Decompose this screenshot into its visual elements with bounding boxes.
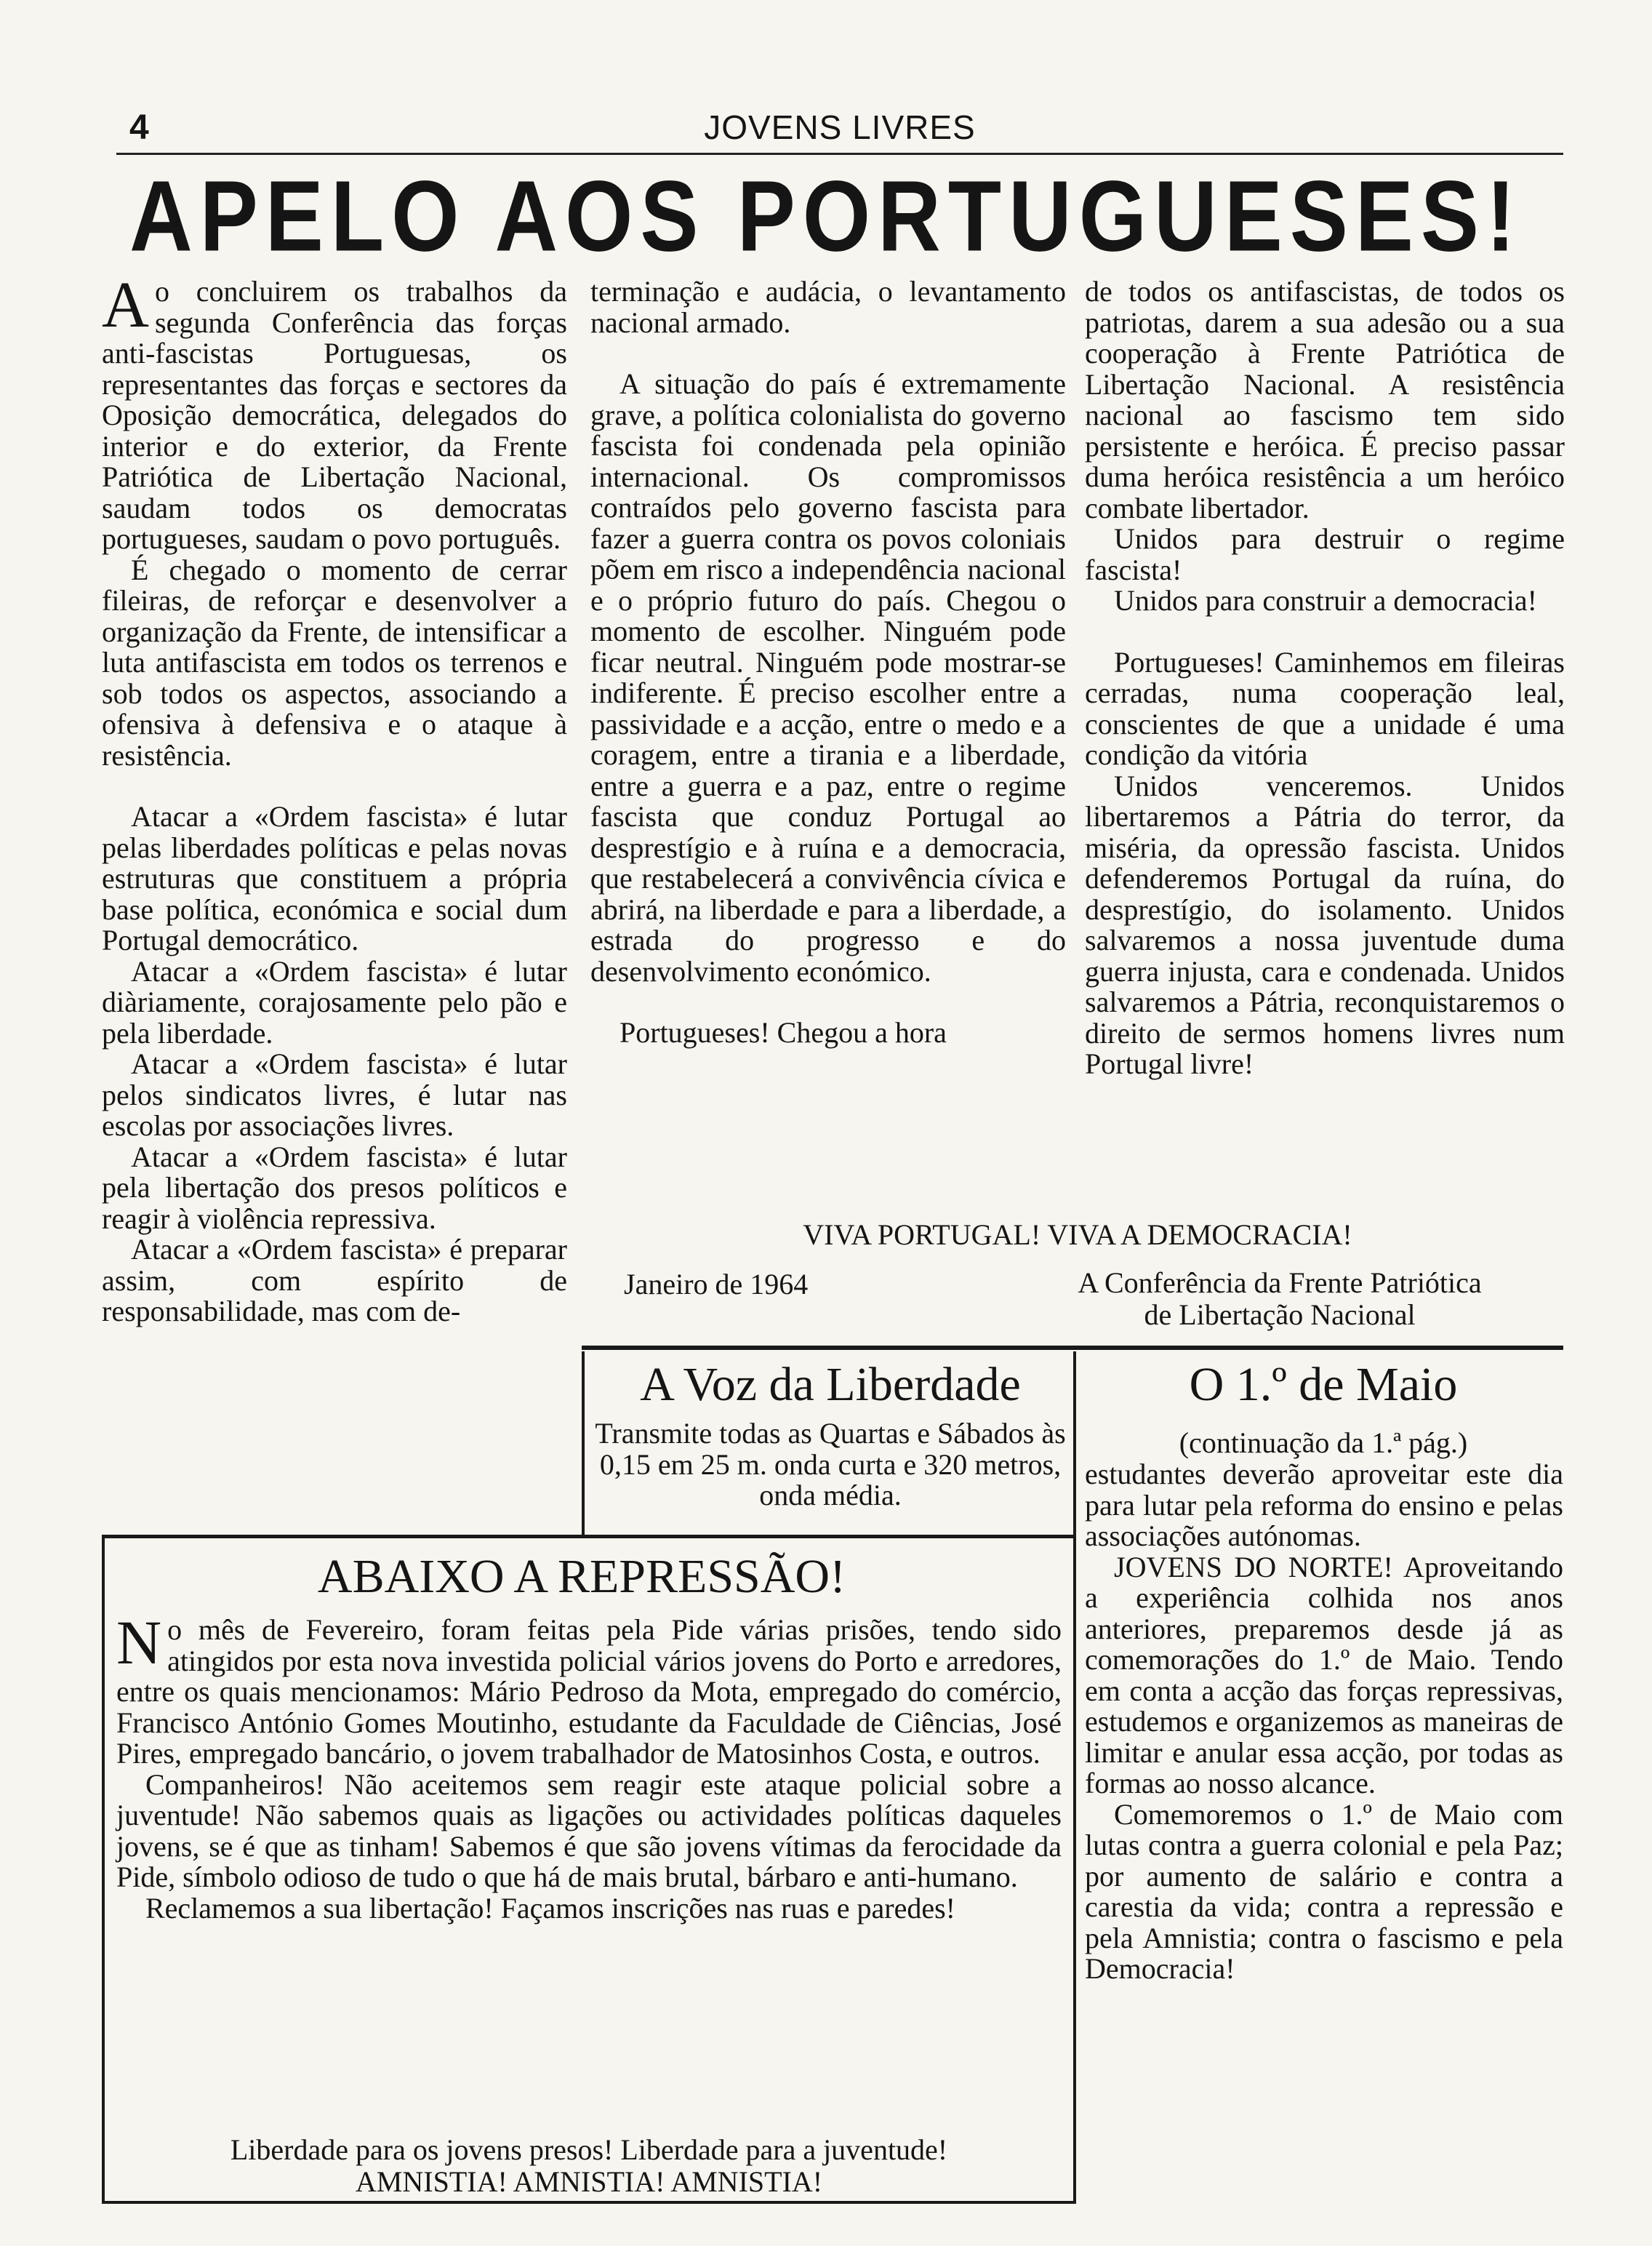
slogan-line: Unidos para destruir o regime fascista! — [1085, 522, 1565, 586]
header-rule — [116, 153, 1563, 155]
maio-article-title: O 1.º de Maio — [1189, 1358, 1458, 1411]
maio-article-body — [1085, 1459, 1563, 1985]
box-rule-divider-voz — [582, 1351, 585, 1535]
article-paragraph: Atacar a «Ordem fascista» é preparar assim, com espírito de responsabilidade, mas com de- — [102, 1233, 567, 1327]
main-article-title: APELO AOS PORTUGUESES! — [129, 160, 1523, 273]
article-paragraph: Portugueses! Caminhemos em fileiras cerradas, numa cooperação leal, conscientes de que a unidade é uma condição da vitória — [1085, 645, 1565, 771]
article-paragraph: Companheiros! Não aceitemos sem reagir este ataque policial sobre a juventude! Não sabemos quais as ligações ou actividades políticas daqueles jovens, se é que as tinham! Sabemos é que são jovens vítimas da ferocidade da Pide, símbolo odioso de tudo o que há de mais brutal, bárbaro e anti-humano. — [116, 1767, 1062, 1893]
box-rule-top — [582, 1346, 1563, 1350]
slogan-line: Unidos para construir a democracia! — [1114, 584, 1537, 617]
article-paragraph: JOVENS DO NORTE! Aproveitando a experiência colhida nos anos anteriores, preparemos desde já as comemorações do 1.º de Maio. Tendo em conta a acção das forças repressivas, estudemos e organizemos as maneiras de limitar e anular essa acção, por todas as formas ao nosso alcance. — [1085, 1550, 1563, 1799]
page-number: 4 — [129, 108, 149, 147]
main-article-column-2 — [590, 276, 1066, 1049]
article-paragraph: No mês de Fevereiro, foram feitas pela Pide várias prisões, tendo sido atingidos por esta nova investida policial vários jovens do Porto e arredores, entre os quais mencionamos: Mário Pedroso da Mota, empregado do comércio, Francisco António Gomes Moutinho, estudante da Faculdade de Ciências, José Pires, empregado bancário, o jovem trabalhador de Matosinhos Costa, e outros. — [116, 1607, 1062, 1770]
journal-name: JOVENS LIVRES — [704, 108, 976, 146]
article-paragraph: Unidos venceremos. Unidos libertaremos a Pátria do terror, da miséria, da opressão fascista. Unidos defenderemos Portugal da ruína, do desprestígio, do isolamento. Unidos salvaremos a nossa juventude duma guerra injusta, cara e condenada. Unidos salvaremos a Pátria, reconquistaremos o direito de sermos homens livres num Portugal livre! — [1085, 769, 1565, 1080]
article-paragraph: Reclamemos a sua libertação! Façamos inscrições nas ruas e paredes! — [145, 1891, 955, 1925]
box-rule-divider-maio — [1073, 1351, 1076, 2202]
repressao-article-title: ABAIXO A REPRESSÃO! — [317, 1550, 846, 1603]
article-paragraph: A situação do país é extremamente grave, a política colonialista do governo fascista foi condenada pela opinião internacional. Os compromissos contraídos pelo governo fascista para fazer a guerra contra os povos coloniais põem em risco a independência nacional e o próprio futuro do país. Chegou o momento de escolher. Ninguém pode ficar neutral. Ninguém pode mostrar-se indiferente. É preciso escolher entre a passividade e a acção, entre o medo e a coragem, entre a tirania e a liberdade, entre a guerra e a paz, entre o regime fascista que conduz Portugal ao desprestígio e à ruína e a democracia, que restabelecerá a convivência cívica e abrirá, na liberdade e para a liberdade, a estrada do progresso e do desenvolvimento económico. — [590, 367, 1066, 988]
repressao-closing-line-1: Liberdade para os jovens presos! Liberdade para a juventude! — [230, 2133, 948, 2166]
article-paragraph: estudantes deverão aproveitar este dia para lutar pela reforma do ensino e pelas associações autónomas. — [1085, 1458, 1563, 1552]
box-rule-rep-bottom — [102, 2201, 1076, 2204]
article-paragraph: Comemoremos o 1.º de Maio com lutas contra a guerra colonial e pela Paz; por aumento de salário e contra a carestia da vida; contra a repressão e pela Amnistia; contra o fascismo e pela Democracia! — [1085, 1797, 1563, 1985]
article-paragraph: Ao concluirem os trabalhos da segunda Conferência das forças anti-fascistas Portuguesas, os representantes das forças e sectores da Oposição democrática, delegados do interior e do exterior, da Frente Patriótica de Libertação Nacional, saudam todos os democratas portugueses, saudam o povo português. — [102, 269, 567, 555]
closing-slogan: VIVA PORTUGAL! VIVA A DEMOCRACIA! — [803, 1218, 1352, 1251]
main-article-column-3 — [1085, 276, 1565, 1080]
signature-line: A Conferência da Frente Patriótica — [1078, 1266, 1482, 1299]
voz-box-text: Transmite todas as Quartas e Sábados às 0,15 em 25 m. onda curta e 320 metros, onda média. — [595, 1417, 1066, 1511]
drop-cap: A — [102, 269, 149, 341]
article-paragraph: Atacar a «Ordem fascista» é lutar pelos sindicatos livres, é lutar nas escolas por associações livres. — [102, 1047, 567, 1142]
article-paragraph: de todos os antifascistas, de todos os patriotas, darem a sua adesão ou a sua cooperação à Frente Patriótica de Libertação Nacional. A resistência nacional ao fascismo tem sido persistente e heróica. É preciso passar duma heróica resistência a um heróico combate libertador. — [1085, 275, 1565, 524]
page-header — [116, 108, 1563, 151]
voz-box-title: A Voz da Liberdade — [640, 1358, 1021, 1411]
article-paragraph: Atacar a «Ordem fascista» é lutar diàriamente, corajosamente pelo pão e pela liberdade. — [102, 954, 567, 1050]
article-date: Janeiro de 1964 — [624, 1268, 809, 1300]
article-paragraph: Portugueses! Chegou a hora — [620, 1016, 947, 1049]
article-signature — [989, 1267, 1571, 1331]
article-paragraph: É chegado o momento de cerrar fileiras, de reforçar e desenvolver a organização da Frente, de intensificar a luta antifascista em todos os terrenos e sob todos os aspectos, associando a ofensiva à defensiva e o ataque à resistência. — [102, 553, 567, 772]
box-rule-rep-left — [102, 1535, 105, 2204]
signature-line: de Libertação Nacional — [1144, 1298, 1416, 1331]
box-rule-voz-bottom — [102, 1535, 1076, 1538]
article-paragraph: terminação e audácia, o levantamento nacional armado. — [590, 275, 1066, 339]
repressao-article-body — [116, 1607, 1062, 1925]
drop-cap: N — [116, 1607, 162, 1677]
repressao-closing-line-2: AMNISTIA! AMNISTIA! AMNISTIA! — [355, 2165, 823, 2198]
main-article-column-1 — [102, 269, 567, 1327]
article-paragraph: Atacar a «Ordem fascista» é lutar pelas liberdades políticas e pelas novas estruturas que constituem a própria base política, económica e social dum Portugal democrático. — [102, 800, 567, 956]
maio-article-subtitle: (continuação da 1.ª pág.) — [1179, 1426, 1468, 1459]
article-paragraph: Atacar a «Ordem fascista» é lutar pela libertação dos presos políticos e reagir à violência repressiva. — [102, 1140, 567, 1235]
